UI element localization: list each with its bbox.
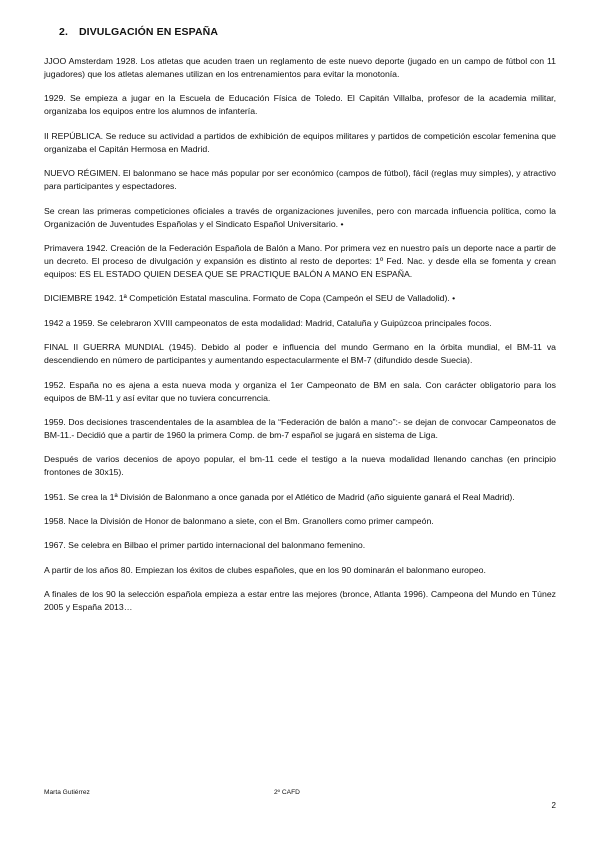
paragraph-1: JJOO Amsterdam 1928. Los atletas que acuden traen un reglamento de este nuevo deporte (jugado en un campo de fútbol con 11 jugadores) que los atletas alemanes utilizan en los entrenamientos para evitar la monotonía.	[44, 56, 556, 79]
paragraph-3: II REPÚBLICA. Se reduce su actividad a partidos de exhibición de equipos militares y partidos de competición escolar femenina que organizaba el Capitán Hermosa en Madrid.	[44, 130, 556, 154]
paragraph-2: 1929. Se empieza a jugar en la Escuela de Educación Física de Toledo. El Capitán Villalba, profesor de la academia militar, organizaba los equipos entre los alumnos de infantería.	[44, 93, 556, 117]
section-heading	[59, 26, 556, 38]
paragraph-17: A finales de los 90 la selección española empieza a estar entre las mejores (bronce, Atlanta 1996). Campeona del Mundo en Túnez 2005 y España 2013…	[44, 589, 556, 613]
document-page	[44, 26, 556, 626]
footer-author: Marta Gutiérrez	[44, 789, 90, 796]
section-number: 2.	[59, 26, 68, 38]
section-title: DIVULGACIÓN EN ESPAÑA	[79, 26, 218, 38]
paragraph-11: 1959. Dos decisiones trascendentales de la asamblea de la “Federación de balón a mano”:- se dejan de convocar Campeonatos de BM-11.- Decidió que a partir de 1960 la primera Comp. de bm-7 español se jugará en sistema de Liga.	[44, 416, 556, 440]
paragraph-16: A partir de los años 80. Empiezan los éxitos de clubes españoles, que en los 90 dominarán el balonmano europeo.	[44, 564, 486, 575]
footer-course: 2º CAFD	[274, 789, 300, 796]
paragraph-4: NUEVO RÉGIMEN. El balonmano se hace más popular por ser económico (campos de fútbol), fácil (reglas muy simples), y atractivo para participantes y espectadores.	[44, 168, 556, 192]
page-number: 2	[551, 801, 556, 810]
page-footer	[44, 789, 556, 801]
paragraph-15: 1967. Se celebra en Bilbao el primer partido internacional del balonmano femenino.	[44, 540, 366, 551]
paragraph-14: 1958. Nace la División de Honor de balonmano a siete, con el Bm. Granollers como primer campeón.	[44, 516, 434, 527]
paragraph-10: 1952. España no es ajena a esta nueva moda y organiza el 1er Campeonato de BM en sala. Con carácter obligatorio para los equipos de BM-11 y así evitar que no tuviera concurrencia.	[44, 379, 556, 403]
paragraph-12: Después de varios decenios de apoyo popular, el bm-11 cede el testigo a la nueva modalidad llenando canchas (en principio frontones de 30x15).	[44, 454, 556, 478]
paragraph-7: DICIEMBRE 1942. 1ª Competición Estatal masculina. Formato de Copa (Campeón el SEU de Valladolid). •	[44, 293, 456, 304]
paragraph-9: FINAL II GUERRA MUNDIAL (1945). Debido al poder e influencia del mundo Germano en la órbita mundial, el BM-11 va descendiendo en número de participantes y aumentando espectacularmente el BM-7 (difundido desde Suecia).	[44, 342, 556, 366]
paragraph-6: Primavera 1942. Creación de la Federación Española de Balón a Mano. Por primera vez en nuestro país un deporte nace a partir de un decreto. El proceso de divulgación y expansión es distinto al resto de deportes: 1º Fed. Nac. y desde ella se fomenta y crean equipos: ES EL ESTADO QUIEN DESEA QUE SE PRACTIQUE BALÓN A MANO EN ESPAÑA.	[44, 242, 556, 279]
paragraph-8: 1942 a 1959. Se celebraron XVIII campeonatos de esta modalidad: Madrid, Cataluña y Guipúzcoa principales focos.	[44, 317, 492, 328]
paragraph-5: Se crean las primeras competiciones oficiales a través de organizaciones juveniles, pero con marcada influencia política, como la Organización de Juventudes Españolas y el Sindicato Español Universitario. •	[44, 205, 556, 229]
paragraph-13: 1951. Se crea la 1ª División de Balonmano a once ganada por el Atlético de Madrid (año siguiente ganará el Real Madrid).	[44, 491, 515, 502]
